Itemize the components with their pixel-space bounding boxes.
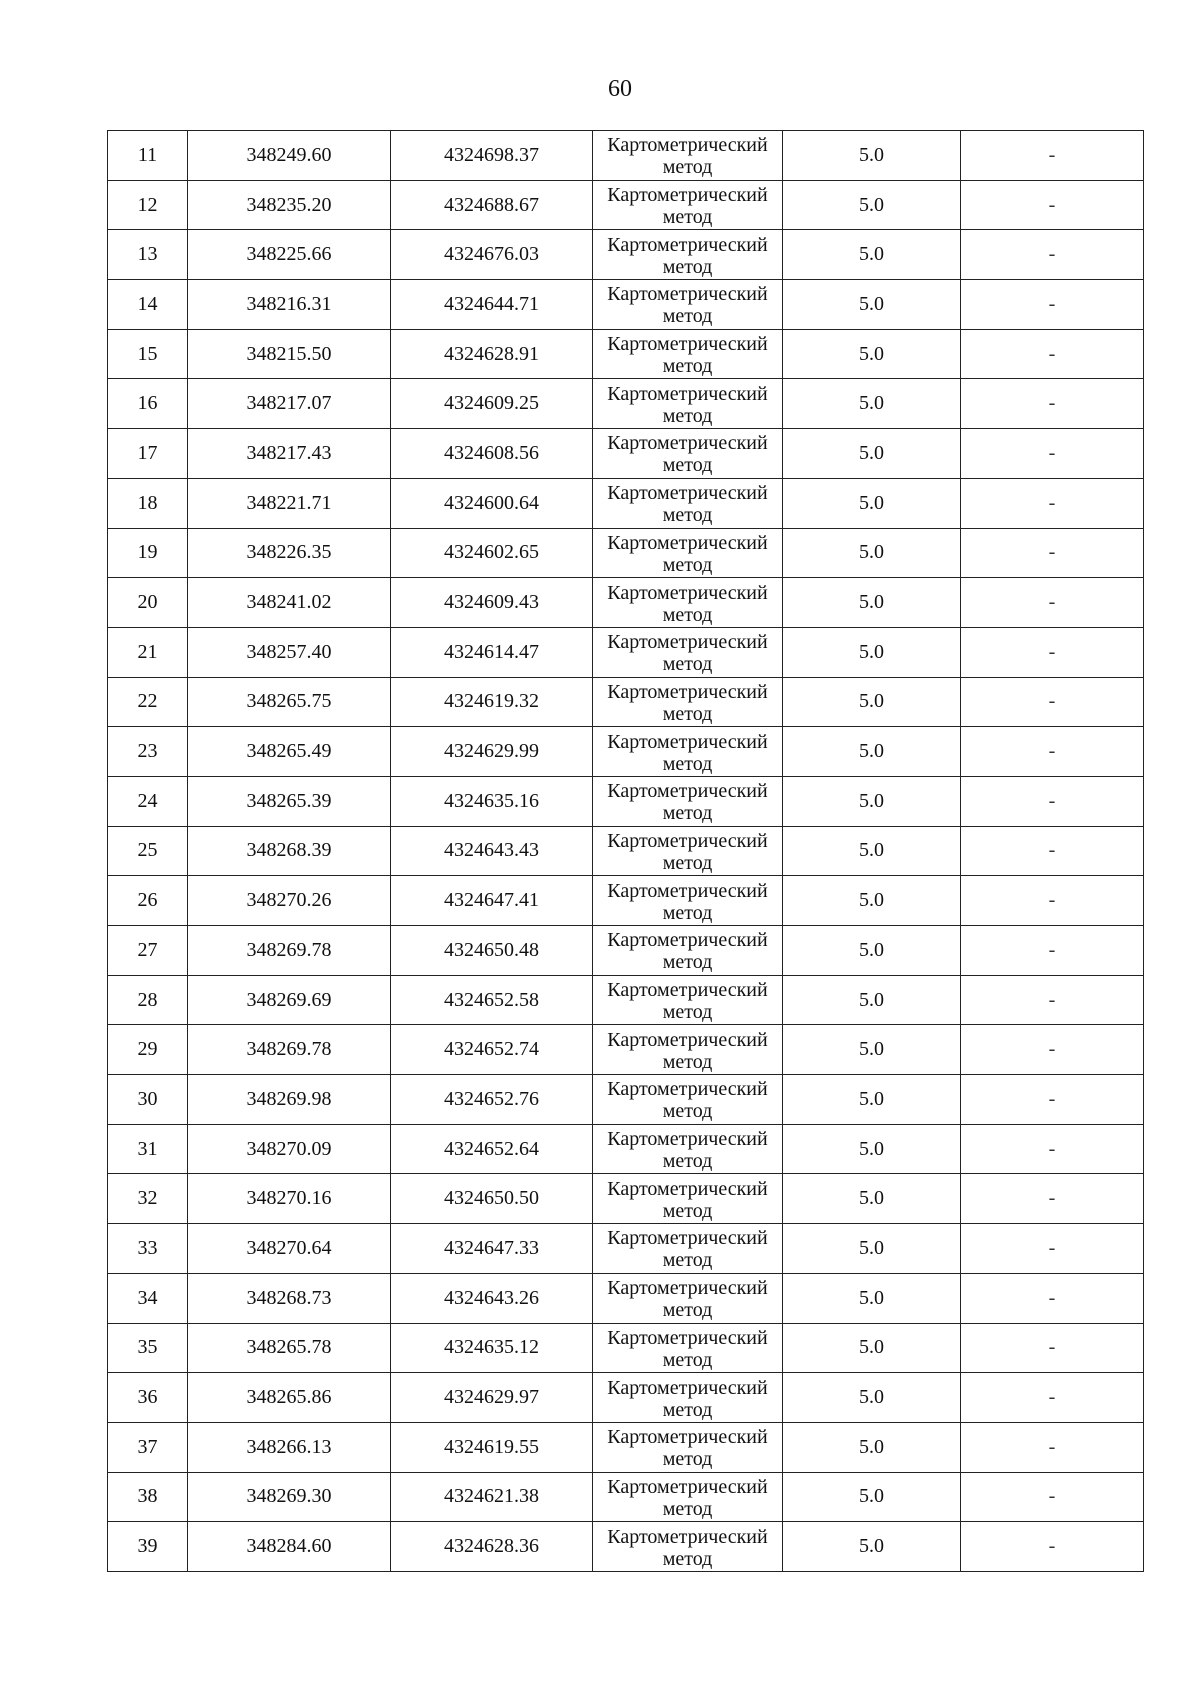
method-line-1: Картометрический — [607, 1376, 768, 1399]
y-coordinate-cell: 4324650.48 — [391, 926, 593, 976]
y-coordinate-cell: 4324619.55 — [391, 1422, 593, 1472]
method-line-2: метод — [662, 1547, 713, 1570]
method-line-1: Картометрический — [607, 1525, 768, 1548]
note-cell: - — [961, 1522, 1144, 1572]
x-coordinate-cell: 348266.13 — [188, 1422, 391, 1472]
method-line-2: метод — [662, 504, 713, 527]
point-number-cell: 32 — [108, 1174, 188, 1224]
point-number-cell: 27 — [108, 926, 188, 976]
table-row — [108, 677, 1144, 727]
method-line-2: метод — [662, 156, 713, 179]
accuracy-cell: 5.0 — [783, 627, 961, 677]
method-line-2: метод — [662, 603, 713, 626]
table-row — [108, 1075, 1144, 1125]
point-number-cell: 19 — [108, 528, 188, 578]
point-number-cell: 11 — [108, 131, 188, 181]
accuracy-cell: 5.0 — [783, 379, 961, 429]
method-cell — [593, 180, 783, 230]
method-cell — [593, 1273, 783, 1323]
method-line-1: Картометрический — [607, 979, 768, 1002]
method-line-2: метод — [662, 1050, 713, 1073]
method-line-1: Картометрический — [607, 184, 768, 207]
table-row — [108, 131, 1144, 181]
x-coordinate-cell: 348270.64 — [188, 1224, 391, 1274]
method-line-1: Картометрический — [607, 1277, 768, 1300]
method-cell — [593, 528, 783, 578]
method-line-1: Картометрический — [607, 1128, 768, 1151]
x-coordinate-cell: 348221.71 — [188, 478, 391, 528]
method-line-2: метод — [662, 404, 713, 427]
method-line-1: Картометрический — [607, 879, 768, 902]
table-row — [108, 975, 1144, 1025]
x-coordinate-cell: 348241.02 — [188, 578, 391, 628]
method-line-2: метод — [662, 1299, 713, 1322]
method-line-1: Картометрический — [607, 780, 768, 803]
note-cell: - — [961, 280, 1144, 330]
table-row — [108, 1174, 1144, 1224]
table-row — [108, 1472, 1144, 1522]
table-row — [108, 926, 1144, 976]
y-coordinate-cell: 4324614.47 — [391, 627, 593, 677]
point-number-cell: 22 — [108, 677, 188, 727]
point-number-cell: 17 — [108, 429, 188, 479]
method-line-1: Картометрический — [607, 730, 768, 753]
y-coordinate-cell: 4324628.36 — [391, 1522, 593, 1572]
method-line-1: Картометрический — [607, 581, 768, 604]
note-cell: - — [961, 429, 1144, 479]
x-coordinate-cell: 348217.07 — [188, 379, 391, 429]
x-coordinate-cell: 348265.49 — [188, 727, 391, 777]
accuracy-cell: 5.0 — [783, 826, 961, 876]
x-coordinate-cell: 348235.20 — [188, 180, 391, 230]
method-line-2: метод — [662, 1001, 713, 1024]
accuracy-cell: 5.0 — [783, 1124, 961, 1174]
x-coordinate-cell: 348225.66 — [188, 230, 391, 280]
table-row — [108, 876, 1144, 926]
method-cell — [593, 776, 783, 826]
accuracy-cell: 5.0 — [783, 578, 961, 628]
table-row — [108, 180, 1144, 230]
table-row — [108, 1124, 1144, 1174]
point-number-cell: 12 — [108, 180, 188, 230]
method-line-2: метод — [662, 1249, 713, 1272]
x-coordinate-cell: 348216.31 — [188, 280, 391, 330]
note-cell: - — [961, 876, 1144, 926]
method-cell — [593, 1224, 783, 1274]
method-line-1: Картометрический — [607, 1475, 768, 1498]
method-line-1: Картометрический — [607, 929, 768, 952]
accuracy-cell: 5.0 — [783, 528, 961, 578]
x-coordinate-cell: 348268.73 — [188, 1273, 391, 1323]
method-line-2: метод — [662, 1100, 713, 1123]
y-coordinate-cell: 4324609.25 — [391, 379, 593, 429]
note-cell: - — [961, 1075, 1144, 1125]
method-line-2: метод — [662, 255, 713, 278]
method-cell — [593, 975, 783, 1025]
table-row — [108, 578, 1144, 628]
point-number-cell: 30 — [108, 1075, 188, 1125]
page-number: 60 — [608, 76, 632, 102]
accuracy-cell: 5.0 — [783, 429, 961, 479]
accuracy-cell: 5.0 — [783, 1373, 961, 1423]
table-row — [108, 1323, 1144, 1373]
method-cell — [593, 1323, 783, 1373]
method-line-2: метод — [662, 553, 713, 576]
y-coordinate-cell: 4324688.67 — [391, 180, 593, 230]
table-row — [108, 379, 1144, 429]
method-line-2: метод — [662, 305, 713, 328]
point-number-cell: 28 — [108, 975, 188, 1025]
point-number-cell: 15 — [108, 329, 188, 379]
coordinates-table — [107, 130, 1144, 1572]
method-cell — [593, 1373, 783, 1423]
y-coordinate-cell: 4324602.65 — [391, 528, 593, 578]
x-coordinate-cell: 348270.16 — [188, 1174, 391, 1224]
point-number-cell: 18 — [108, 478, 188, 528]
accuracy-cell: 5.0 — [783, 1025, 961, 1075]
point-number-cell: 26 — [108, 876, 188, 926]
method-line-2: метод — [662, 951, 713, 974]
point-number-cell: 24 — [108, 776, 188, 826]
y-coordinate-cell: 4324635.12 — [391, 1323, 593, 1373]
note-cell: - — [961, 1224, 1144, 1274]
method-line-1: Картометрический — [607, 333, 768, 356]
note-cell: - — [961, 926, 1144, 976]
method-cell — [593, 478, 783, 528]
y-coordinate-cell: 4324652.74 — [391, 1025, 593, 1075]
note-cell: - — [961, 776, 1144, 826]
table-row — [108, 1025, 1144, 1075]
accuracy-cell: 5.0 — [783, 1522, 961, 1572]
method-line-2: метод — [662, 702, 713, 725]
method-cell — [593, 1472, 783, 1522]
point-number-cell: 35 — [108, 1323, 188, 1373]
x-coordinate-cell: 348217.43 — [188, 429, 391, 479]
method-line-2: метод — [662, 1348, 713, 1371]
note-cell: - — [961, 727, 1144, 777]
method-line-2: метод — [662, 851, 713, 874]
x-coordinate-cell: 348226.35 — [188, 528, 391, 578]
method-line-1: Картометрический — [607, 531, 768, 554]
table-row — [108, 727, 1144, 777]
accuracy-cell: 5.0 — [783, 329, 961, 379]
accuracy-cell: 5.0 — [783, 1323, 961, 1373]
method-line-2: метод — [662, 454, 713, 477]
table-row — [108, 1224, 1144, 1274]
accuracy-cell: 5.0 — [783, 876, 961, 926]
x-coordinate-cell: 348257.40 — [188, 627, 391, 677]
x-coordinate-cell: 348215.50 — [188, 329, 391, 379]
method-cell — [593, 131, 783, 181]
method-line-2: метод — [662, 206, 713, 229]
x-coordinate-cell: 348249.60 — [188, 131, 391, 181]
table-row — [108, 1273, 1144, 1323]
method-line-2: метод — [662, 355, 713, 378]
y-coordinate-cell: 4324652.76 — [391, 1075, 593, 1125]
table-row — [108, 429, 1144, 479]
note-cell: - — [961, 230, 1144, 280]
table-row — [108, 280, 1144, 330]
note-cell: - — [961, 578, 1144, 628]
accuracy-cell: 5.0 — [783, 1422, 961, 1472]
note-cell: - — [961, 1373, 1144, 1423]
method-line-1: Картометрический — [607, 680, 768, 703]
table-row — [108, 1522, 1144, 1572]
method-cell — [593, 1422, 783, 1472]
y-coordinate-cell: 4324647.33 — [391, 1224, 593, 1274]
x-coordinate-cell: 348265.86 — [188, 1373, 391, 1423]
method-cell — [593, 429, 783, 479]
accuracy-cell: 5.0 — [783, 131, 961, 181]
accuracy-cell: 5.0 — [783, 230, 961, 280]
method-line-1: Картометрический — [607, 829, 768, 852]
method-line-2: метод — [662, 1398, 713, 1421]
note-cell: - — [961, 975, 1144, 1025]
table-body — [108, 131, 1144, 1572]
method-cell — [593, 1522, 783, 1572]
method-cell — [593, 926, 783, 976]
x-coordinate-cell: 348270.26 — [188, 876, 391, 926]
accuracy-cell: 5.0 — [783, 1174, 961, 1224]
note-cell: - — [961, 677, 1144, 727]
y-coordinate-cell: 4324652.58 — [391, 975, 593, 1025]
x-coordinate-cell: 348265.78 — [188, 1323, 391, 1373]
method-line-1: Картометрический — [607, 134, 768, 157]
method-line-2: метод — [662, 1150, 713, 1173]
y-coordinate-cell: 4324643.26 — [391, 1273, 593, 1323]
x-coordinate-cell: 348269.69 — [188, 975, 391, 1025]
note-cell: - — [961, 1323, 1144, 1373]
table-row — [108, 1422, 1144, 1472]
method-cell — [593, 230, 783, 280]
y-coordinate-cell: 4324629.97 — [391, 1373, 593, 1423]
x-coordinate-cell: 348270.09 — [188, 1124, 391, 1174]
accuracy-cell: 5.0 — [783, 478, 961, 528]
accuracy-cell: 5.0 — [783, 1273, 961, 1323]
accuracy-cell: 5.0 — [783, 1075, 961, 1125]
x-coordinate-cell: 348269.30 — [188, 1472, 391, 1522]
method-line-2: метод — [662, 1448, 713, 1471]
method-line-1: Картометрический — [607, 1426, 768, 1449]
table-row — [108, 528, 1144, 578]
note-cell: - — [961, 826, 1144, 876]
y-coordinate-cell: 4324676.03 — [391, 230, 593, 280]
method-line-2: метод — [662, 1497, 713, 1520]
table-row — [108, 826, 1144, 876]
y-coordinate-cell: 4324644.71 — [391, 280, 593, 330]
x-coordinate-cell: 348269.98 — [188, 1075, 391, 1125]
method-line-1: Картометрический — [607, 1078, 768, 1101]
point-number-cell: 34 — [108, 1273, 188, 1323]
table-row — [108, 627, 1144, 677]
note-cell: - — [961, 1174, 1144, 1224]
y-coordinate-cell: 4324609.43 — [391, 578, 593, 628]
y-coordinate-cell: 4324629.99 — [391, 727, 593, 777]
note-cell: - — [961, 329, 1144, 379]
accuracy-cell: 5.0 — [783, 926, 961, 976]
y-coordinate-cell: 4324635.16 — [391, 776, 593, 826]
table-row — [108, 329, 1144, 379]
x-coordinate-cell: 348284.60 — [188, 1522, 391, 1572]
note-cell: - — [961, 478, 1144, 528]
table-row — [108, 776, 1144, 826]
accuracy-cell: 5.0 — [783, 677, 961, 727]
method-cell — [593, 1174, 783, 1224]
method-cell — [593, 677, 783, 727]
point-number-cell: 16 — [108, 379, 188, 429]
method-line-2: метод — [662, 901, 713, 924]
method-line-1: Картометрический — [607, 233, 768, 256]
point-number-cell: 21 — [108, 627, 188, 677]
method-cell — [593, 280, 783, 330]
point-number-cell: 38 — [108, 1472, 188, 1522]
method-line-1: Картометрический — [607, 1177, 768, 1200]
note-cell: - — [961, 180, 1144, 230]
method-cell — [593, 876, 783, 926]
note-cell: - — [961, 627, 1144, 677]
accuracy-cell: 5.0 — [783, 280, 961, 330]
method-line-2: метод — [662, 653, 713, 676]
table-row — [108, 230, 1144, 280]
x-coordinate-cell: 348269.78 — [188, 1025, 391, 1075]
accuracy-cell: 5.0 — [783, 1224, 961, 1274]
point-number-cell: 14 — [108, 280, 188, 330]
method-line-1: Картометрический — [607, 482, 768, 505]
accuracy-cell: 5.0 — [783, 776, 961, 826]
method-line-1: Картометрический — [607, 1028, 768, 1051]
point-number-cell: 31 — [108, 1124, 188, 1174]
y-coordinate-cell: 4324621.38 — [391, 1472, 593, 1522]
y-coordinate-cell: 4324628.91 — [391, 329, 593, 379]
method-cell — [593, 1124, 783, 1174]
table-row — [108, 1373, 1144, 1423]
method-cell — [593, 826, 783, 876]
method-cell — [593, 329, 783, 379]
y-coordinate-cell: 4324608.56 — [391, 429, 593, 479]
note-cell: - — [961, 1472, 1144, 1522]
method-line-1: Картометрический — [607, 432, 768, 455]
accuracy-cell: 5.0 — [783, 1472, 961, 1522]
method-cell — [593, 578, 783, 628]
method-line-2: метод — [662, 1199, 713, 1222]
note-cell: - — [961, 1273, 1144, 1323]
y-coordinate-cell: 4324652.64 — [391, 1124, 593, 1174]
method-line-2: метод — [662, 802, 713, 825]
note-cell: - — [961, 1025, 1144, 1075]
accuracy-cell: 5.0 — [783, 180, 961, 230]
note-cell: - — [961, 1124, 1144, 1174]
x-coordinate-cell: 348269.78 — [188, 926, 391, 976]
point-number-cell: 13 — [108, 230, 188, 280]
y-coordinate-cell: 4324600.64 — [391, 478, 593, 528]
y-coordinate-cell: 4324650.50 — [391, 1174, 593, 1224]
point-number-cell: 36 — [108, 1373, 188, 1423]
y-coordinate-cell: 4324619.32 — [391, 677, 593, 727]
point-number-cell: 29 — [108, 1025, 188, 1075]
y-coordinate-cell: 4324643.43 — [391, 826, 593, 876]
method-cell — [593, 1025, 783, 1075]
accuracy-cell: 5.0 — [783, 975, 961, 1025]
method-line-1: Картометрический — [607, 1227, 768, 1250]
method-cell — [593, 379, 783, 429]
x-coordinate-cell: 348265.39 — [188, 776, 391, 826]
x-coordinate-cell: 348268.39 — [188, 826, 391, 876]
method-line-1: Картометрический — [607, 1326, 768, 1349]
method-cell — [593, 1075, 783, 1125]
method-line-1: Картометрический — [607, 631, 768, 654]
note-cell: - — [961, 1422, 1144, 1472]
method-cell — [593, 727, 783, 777]
y-coordinate-cell: 4324698.37 — [391, 131, 593, 181]
accuracy-cell: 5.0 — [783, 727, 961, 777]
point-number-cell: 25 — [108, 826, 188, 876]
point-number-cell: 39 — [108, 1522, 188, 1572]
note-cell: - — [961, 379, 1144, 429]
point-number-cell: 37 — [108, 1422, 188, 1472]
y-coordinate-cell: 4324647.41 — [391, 876, 593, 926]
method-line-2: метод — [662, 752, 713, 775]
point-number-cell: 23 — [108, 727, 188, 777]
method-line-1: Картометрический — [607, 382, 768, 405]
point-number-cell: 33 — [108, 1224, 188, 1274]
note-cell: - — [961, 131, 1144, 181]
x-coordinate-cell: 348265.75 — [188, 677, 391, 727]
table-row — [108, 478, 1144, 528]
method-line-1: Картометрический — [607, 283, 768, 306]
note-cell: - — [961, 528, 1144, 578]
method-cell — [593, 627, 783, 677]
point-number-cell: 20 — [108, 578, 188, 628]
